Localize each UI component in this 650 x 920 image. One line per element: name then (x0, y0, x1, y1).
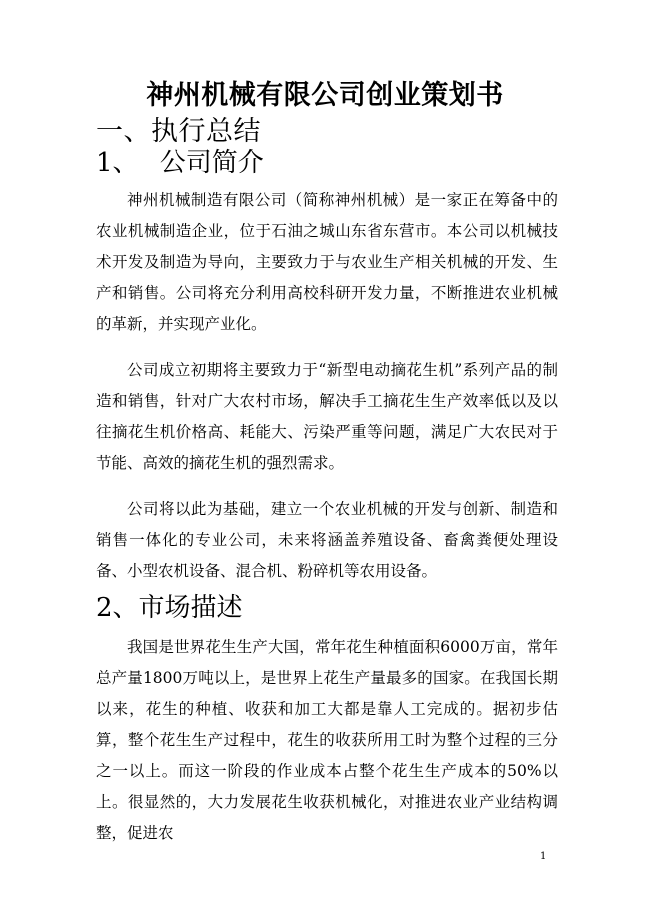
section-heading-executive-summary: 一、执行总结 (96, 116, 261, 147)
company-profile-paragraph-1: 神州机械制造有限公司（简称神州机械）是一家正在筹备中的农业机械制造企业，位于石油之城山东省东营市。本公司以机械技术开发及制造为导向，主要致力于与农业生产相关机械的开发、生产和销售。公司将充分利用高校科研开发力量，不断推进农业机械的革新，并实现产业化。 (96, 191, 558, 333)
subsection-heading-market-description: 2、市场描述 (96, 593, 243, 623)
document-title: 神州机械有限公司创业策划书 (146, 80, 504, 111)
market-description-paragraph-1: 我国是世界花生生产大国，常年花生种植面积6000万亩，常年总产量1800万吨以上，是世界上花生产量最多的国家。在我国长期以来，花生的种植、收获和加工大都是靠人工完成的。据初步估算，整个花生生产过程中，花生的收获所用工时为整个过程的三分之一以上。而这一阶段的作业成本占整个花生生产成本的50%以上。很显然的，大力发展花生收获机械化，对推进农业产业结构调整，促进农 (96, 638, 559, 842)
company-profile-paragraph-3: 公司将以此为基础，建立一个农业机械的开发与创新、制造和销售一体化的专业公司，未来将涵盖养殖设备、畜禽粪便处理设备、小型农机设备、混合机、粉碎机等农用设备。 (96, 500, 558, 580)
subsection-heading-company-profile: 1、 公司简介 (96, 148, 264, 178)
page-number: 1 (540, 851, 547, 862)
company-profile-paragraph-2: 公司成立初期将主要致力于“新型电动摘花生机”系列产品的制造和销售，针对广大农村市场，解决手工摘花生生产效率低以及以往摘花生机价格高、耗能大、污染严重等问题，满足广大农民对于节能、高效的摘花生机的强烈需求。 (96, 361, 558, 472)
